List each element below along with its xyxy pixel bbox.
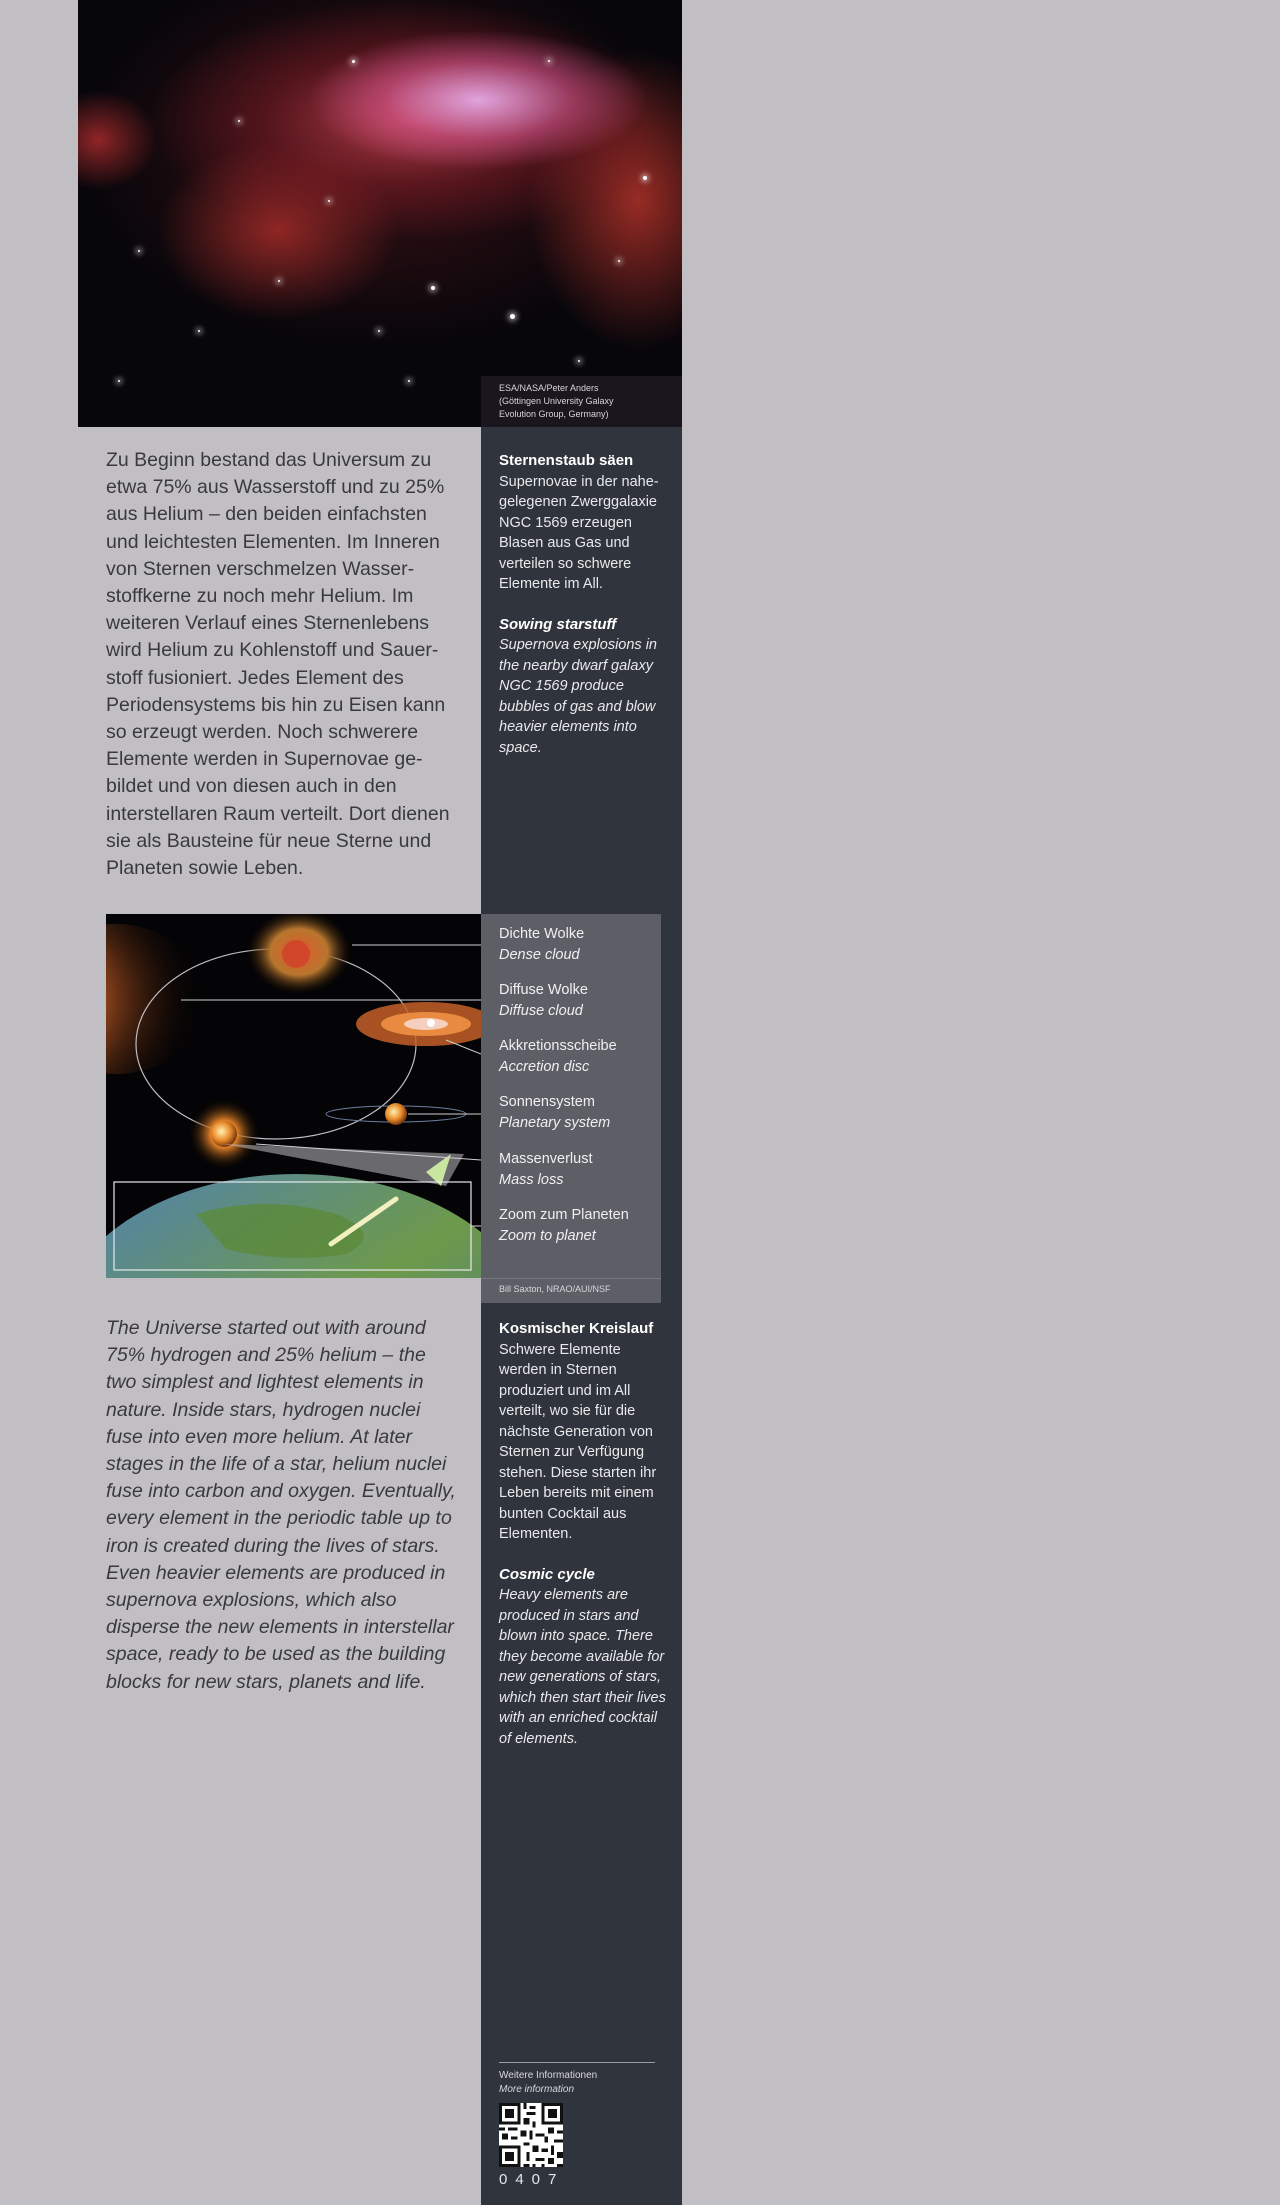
legend-planetary-system (499, 1092, 659, 1133)
caption-title-en: Cosmic cycle (499, 1565, 595, 1583)
more-info-label-en: More information (499, 2084, 575, 2095)
legend-label-en: Zoom to planet (499, 1227, 596, 1244)
exhibit-code: 0407 (499, 2171, 565, 2188)
legend-dense-cloud (499, 924, 659, 965)
cosmic-cycle-diagram (106, 914, 481, 1278)
legend-label-en: Dense cloud (499, 946, 580, 963)
hero-credit (481, 376, 682, 427)
caption-text-en: Heavy elements are produced in stars and blown into space. There they become available for new generations of stars, which then start their lives with an enriched cocktail of elements. (499, 1587, 666, 1747)
diagram-credit: Bill Saxton, NRAO/AUI/NSF (499, 1284, 611, 1294)
legend-label-de: Diffuse Wolke (499, 982, 588, 998)
legend-label-en: Diffuse cloud (499, 1002, 583, 1019)
legend-label-en: Mass loss (499, 1171, 564, 1188)
nebula-image (78, 0, 682, 427)
hero-credit-line: (Göttingen University Galaxy (499, 396, 614, 406)
legend-zoom-to-planet (499, 1205, 659, 1246)
exhibit-panel (78, 0, 682, 2205)
hero-credit-line: Evolution Group, Germany) (499, 409, 609, 419)
caption-cosmic-cycle (499, 1319, 669, 1749)
legend-label-de: Zoom zum Planeten (499, 1207, 629, 1223)
caption-title-de: Kosmischer Kreislauf (499, 1320, 654, 1337)
more-info-label-de: Weitere Informationen (499, 2070, 598, 2081)
legend-mass-loss (499, 1149, 659, 1190)
qr-code-icon[interactable] (499, 2103, 563, 2167)
legend-label-en: Accretion disc (499, 1058, 590, 1075)
hero-credit-line: ESA/NASA/Peter Anders (499, 383, 599, 393)
legend-diffuse-cloud (499, 980, 659, 1021)
legend-accretion-disc (499, 1036, 659, 1077)
caption-text-de: Schwere Elemente werden in Sternen produziert und im All verteilt, wo sie für die nächste Generation von Sternen zur Verfügung stehen. Diese starten ihr Leben bereits mit einem bunten Cocktail aus Elementen. (499, 1341, 657, 1542)
caption-sowing-starstuff (499, 451, 669, 758)
legend-label-de: Massenverlust (499, 1151, 593, 1167)
intro-text-de: Zu Beginn bestand das Universum zu etwa 75% aus Wasserstoff und zu 25% aus Helium – den beiden einfachsten und leichtesten Elementen. Im Inneren von Sternen verschmelzen Wasser-stoffkerne zu noch mehr Helium. Im weiteren Verlauf eines Sternenlebens wird Helium zu Kohlenstoff und Sauer-stoff fusioniert. Jedes Element des Periodensystems bis hin zu Eisen kann so erzeugt werden. Noch schwerere Elemente werden in Supernovae ge-bildet und von diesen auch in den interstellaren Raum verteilt. Dort dienen sie als Bausteine für neue Sterne und Planeten sowie Leben. (106, 449, 450, 880)
footer-divider (499, 2062, 655, 2063)
caption-title-en: Sowing starstuff (499, 615, 617, 633)
legend-label-de: Akkretionsscheibe (499, 1038, 617, 1054)
caption-text-de: Supernovae in der nahe-gelegenen Zwerggalaxie NGC 1569 erzeugen Blasen aus Gas und verteilen so schwere Elemente im All. (499, 473, 659, 592)
legend-label-de: Dichte Wolke (499, 926, 585, 942)
legend-label-en: Planetary system (499, 1114, 611, 1131)
caption-title-de: Sternenstaub säen (499, 452, 634, 469)
intro-text-en: The Universe started out with around 75% hydrogen and 25% helium – the two simplest and lightest elements in nature. Inside stars, hydrogen nuclei fuse into even more helium. At later stages in the life of a star, helium nuclei fuse into carbon and oxygen. Eventually, every element in the periodic table up to iron is created during the lives of stars. Even heavier elements are produced in supernova explosions, which also disperse the new elements in interstellar space, ready to be used as the building blocks for new stars, planets and life. (106, 1317, 456, 1693)
legend-label-de: Sonnensystem (499, 1094, 595, 1110)
caption-text-en: Supernova explosions in the nearby dwarf galaxy NGC 1569 produce bubbles of gas and blow heavier elements into space. (499, 637, 657, 756)
